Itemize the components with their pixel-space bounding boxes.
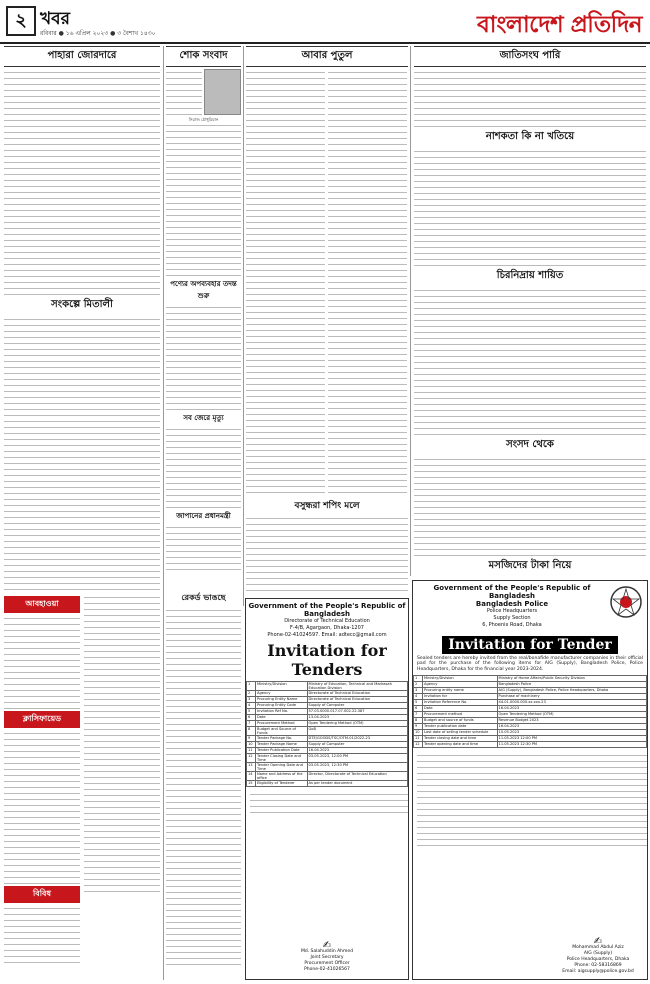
column-divider bbox=[243, 46, 244, 606]
table-row bbox=[247, 763, 408, 772]
table-cell: 3 bbox=[247, 697, 256, 703]
table-cell: Ministry of Home Affairs/Public Security Division bbox=[497, 676, 646, 682]
col2-title: শোক সংবাদ bbox=[166, 46, 241, 67]
classified-list-3 bbox=[4, 905, 80, 963]
column-3 bbox=[246, 46, 408, 496]
table-cell: 14 bbox=[247, 772, 256, 781]
table-cell: 3 bbox=[414, 688, 423, 694]
table-cell: Directorate of Technical Education bbox=[307, 697, 407, 703]
table-cell: 11 bbox=[414, 736, 423, 742]
column-2b bbox=[166, 590, 241, 970]
table-cell: 16.04.2023 bbox=[497, 724, 646, 730]
col2-body-5 bbox=[166, 524, 241, 570]
table-cell: 6 bbox=[414, 706, 423, 712]
table-cell: 8 bbox=[247, 727, 256, 736]
table-cell: 16.04.2023 bbox=[497, 706, 646, 712]
table-cell: Procurement method bbox=[423, 712, 498, 718]
tender1-sign-phone: Phone-02-41026567 bbox=[304, 967, 350, 972]
table-cell: Revenue Budget 2023 bbox=[497, 718, 646, 724]
tender1-notes bbox=[246, 791, 409, 813]
table-cell: Name and Address of the office bbox=[256, 772, 308, 781]
table-cell: Date bbox=[423, 706, 498, 712]
col3-body-b bbox=[328, 69, 407, 496]
tender2-unit3: Supply Section bbox=[493, 615, 531, 621]
table-cell: 4 bbox=[414, 694, 423, 700]
obituary-photo bbox=[204, 69, 242, 115]
table-cell: 7 bbox=[414, 712, 423, 718]
table-cell: 9 bbox=[414, 724, 423, 730]
table-cell: Tender Opening Date and Time bbox=[256, 763, 308, 772]
col2-body-3 bbox=[166, 426, 241, 508]
table-cell: Ministry/Division bbox=[423, 676, 498, 682]
col2-body bbox=[166, 122, 241, 276]
col2-headline-3: সব জেরে মৃত্যু bbox=[183, 413, 224, 423]
table-cell: 5 bbox=[247, 709, 256, 715]
table-cell: AIG (Supply), Bangladesh Police, Police Headquarters, Dhaka bbox=[497, 688, 646, 694]
table-cell: Eligibility of Tenderer bbox=[256, 781, 308, 787]
tender2-sign-phone: Phone: 02-58316869 bbox=[574, 963, 622, 968]
tender1-sign-office: Procurement Officer bbox=[304, 961, 350, 966]
table-cell: Tender publication date bbox=[423, 724, 498, 730]
table-cell: As per tender document bbox=[307, 781, 407, 787]
page-number: ২ bbox=[6, 6, 36, 36]
police-emblem-icon bbox=[608, 584, 644, 620]
tender1-dept: Directorate of Technical Education bbox=[284, 618, 370, 624]
table-cell: 10 bbox=[414, 730, 423, 736]
table-cell: 11 bbox=[247, 748, 256, 754]
table-row bbox=[414, 742, 647, 748]
classified-list-2 bbox=[4, 730, 80, 884]
table-cell: GoB bbox=[307, 727, 407, 736]
tender2-signature-mark: ✍ bbox=[593, 936, 603, 947]
col4-headline-5: মসজিদের টাকা নিয়ে bbox=[488, 560, 572, 571]
tender1-gov: Government of the People's Republic of Bangladesh bbox=[248, 602, 406, 618]
col2-headline-2: পণ্যের অপব্যবহার তদন্ত শুরু bbox=[170, 279, 237, 301]
table-cell: Procuring Entity Code bbox=[256, 703, 308, 709]
table-cell: 9 bbox=[247, 736, 256, 742]
table-cell: Tender Closing Date and Time bbox=[256, 754, 308, 763]
col4-body-3 bbox=[414, 287, 646, 435]
table-cell: 12 bbox=[414, 742, 423, 748]
tender2-address: 6, Phoenix Road, Dhaka bbox=[482, 622, 542, 628]
table-cell: Invitation Ref No. bbox=[256, 709, 308, 715]
col4-body bbox=[414, 69, 646, 127]
section-label: খবর bbox=[40, 9, 70, 29]
col2-body-2 bbox=[166, 304, 241, 410]
tender1-address: F-4/B, Agargaon, Dhaka-1207 bbox=[290, 625, 364, 631]
table-cell: Supply of Computer bbox=[307, 742, 407, 748]
col4-body-4 bbox=[414, 456, 646, 556]
table-cell: 11.05.2023 12:30 PM bbox=[497, 742, 646, 748]
table-cell: Open Tendering Method (OTM) bbox=[497, 712, 646, 718]
table-cell: 03.05.2023, 12:30 PM bbox=[307, 763, 407, 772]
col3-headline-2: বসুন্ধরা শপিং মলে bbox=[294, 501, 360, 511]
tender2-unit1: Bangladesh Police bbox=[475, 600, 549, 608]
table-cell: 16.04.2023 bbox=[307, 748, 407, 754]
table-cell: 8 bbox=[414, 718, 423, 724]
tender1-table bbox=[246, 681, 408, 787]
table-cell: Tender Package Name bbox=[256, 742, 308, 748]
table-row bbox=[247, 682, 408, 691]
column-4 bbox=[414, 46, 646, 576]
page-header bbox=[0, 0, 650, 44]
tender2-table bbox=[413, 675, 647, 748]
table-cell: Budget and Source of Funds bbox=[256, 727, 308, 736]
col4-body-2 bbox=[414, 148, 646, 266]
tender2-title: Invitation for Tender bbox=[442, 636, 617, 654]
obituary-text bbox=[166, 69, 202, 117]
table-cell: 10.05.2023 bbox=[497, 730, 646, 736]
classified-header-2: ক্লাসিফায়েড bbox=[4, 711, 80, 728]
table-cell: Open Tendering Method (OTM) bbox=[307, 721, 407, 727]
tender1-signature-mark: ✍ bbox=[322, 940, 332, 951]
table-cell: 13.04.2023 bbox=[307, 715, 407, 721]
col1-article-body-2 bbox=[4, 316, 160, 590]
col2-headline-4: রেকর্ড ভাঙছে bbox=[181, 592, 226, 602]
table-cell: 03.05.2023, 12:00 PM bbox=[307, 754, 407, 763]
table-cell: 7 bbox=[247, 721, 256, 727]
date-line: রবিবার ● ১৬ এপ্রিল ২০২৩ ● ৩ বৈশাখ ১৪৩০ bbox=[40, 30, 156, 37]
table-cell: Procurement Method bbox=[256, 721, 308, 727]
col2-headline-5: জাপানের প্রধানমন্ত্রী bbox=[176, 511, 231, 521]
tender2-sign-name: Mohammad Abdul Aziz bbox=[572, 945, 624, 950]
table-cell: 1 bbox=[414, 676, 423, 682]
column-divider bbox=[410, 46, 411, 576]
tender1-title: Invitation for Tenders bbox=[267, 641, 387, 679]
table-cell: Agency bbox=[256, 691, 308, 697]
table-cell: Budget and source of funds bbox=[423, 718, 498, 724]
tender2-sign-office: Police Headquarters, Dhaka bbox=[566, 957, 630, 962]
table-cell: 10 bbox=[247, 742, 256, 748]
col4-title: জাতিসংঘ পারি bbox=[414, 46, 646, 67]
table-cell: 11.05.2023 12:00 PM bbox=[497, 736, 646, 742]
table-cell: Tender Package No. bbox=[256, 736, 308, 742]
col3-body-a bbox=[246, 69, 325, 496]
classified-header: আবহাওয়া bbox=[4, 596, 80, 613]
tender1-sign-name: Md. Salahuddin Ahmed bbox=[300, 949, 354, 954]
col2-body-4 bbox=[166, 607, 241, 970]
table-cell: Invitation for bbox=[423, 694, 498, 700]
tender1-phone: Phone-02-41024597. Email: adtecc@gmail.com bbox=[267, 632, 387, 638]
table-cell: 13 bbox=[247, 763, 256, 772]
table-cell: Director, Directorate of Technical Education bbox=[307, 772, 407, 781]
table-row bbox=[247, 781, 408, 787]
tender2-intro: Sealed tenders are hereby invited from the real/bonafide manufacturer companies in their official pad for the purchase of the following items for AIG (Supply), Bangladesh Police, Police Headquarters, Dhaka for the financial year 2023-2024. bbox=[417, 656, 643, 672]
classified-header-3: বিবিধ bbox=[4, 886, 80, 903]
table-cell: Tender closing date and time bbox=[423, 736, 498, 742]
table-cell: Procuring entity name bbox=[423, 688, 498, 694]
tender2-notes bbox=[413, 752, 648, 846]
table-cell: Invitation Reference No. bbox=[423, 700, 498, 706]
column-1 bbox=[4, 46, 160, 976]
tender2-unit2: Police Headquarters bbox=[486, 608, 538, 614]
column-divider bbox=[163, 46, 164, 980]
table-cell: Procuring Entity Name bbox=[256, 697, 308, 703]
col1-article-body-3 bbox=[84, 594, 160, 892]
table-cell: 2 bbox=[247, 691, 256, 697]
table-cell: Last date of selling tender schedule bbox=[423, 730, 498, 736]
masthead-logo: বাংলাদেশ প্রতিদিন bbox=[476, 11, 642, 38]
table-cell: Bangladesh Police bbox=[497, 682, 646, 688]
table-cell: Ministry/Division bbox=[256, 682, 308, 691]
table-cell: 1 bbox=[247, 682, 256, 691]
table-cell: 15 bbox=[247, 781, 256, 787]
table-cell: 44.01.0000.000.xx.xxx.23 bbox=[497, 700, 646, 706]
column-2 bbox=[166, 46, 241, 606]
table-cell: DTE/GOODS/TSC/OTM-01/2022-23 bbox=[307, 736, 407, 742]
tender2-sign-email: Email: aigsupply@police.gov.bd bbox=[562, 969, 634, 974]
table-row bbox=[247, 772, 408, 781]
col4-headline-3: চিরনিদ্রায় শায়িত bbox=[496, 270, 564, 281]
table-cell: Ministry of Education, Technical and Madrasah Education Division bbox=[307, 682, 407, 691]
col1-subheadline: সংকল্পে মিতালী bbox=[51, 299, 113, 310]
classified-list bbox=[4, 615, 80, 709]
col3-body-c bbox=[246, 515, 408, 596]
table-cell: 6 bbox=[247, 715, 256, 721]
col1-article-body bbox=[4, 69, 160, 295]
table-cell: Tender opening date and time bbox=[423, 742, 498, 748]
table-cell: Purchase of machinery bbox=[497, 694, 646, 700]
table-cell: 2 bbox=[414, 682, 423, 688]
col4-headline-4: সংসদ থেকে bbox=[506, 439, 554, 450]
table-cell: Date bbox=[256, 715, 308, 721]
column-3-bottom bbox=[246, 496, 408, 596]
tender2-sign-title: AIG (Supply) bbox=[583, 951, 613, 956]
tender-notice-dte bbox=[245, 598, 409, 980]
table-cell: 5 bbox=[414, 700, 423, 706]
table-cell: Tender Publication Date bbox=[256, 748, 308, 754]
col1-title: পাহারা জোরদারে bbox=[4, 46, 160, 67]
tender2-gov: Government of the People's Republic of Bangladesh bbox=[433, 584, 591, 600]
tender-notice-police bbox=[412, 580, 648, 980]
table-cell: Directorate of Technical Education bbox=[307, 691, 407, 697]
obituary-caption: সিরাজ চৌধুরিয়ান bbox=[188, 117, 219, 122]
col4-headline-2: নাশকতা কি না খতিয়ে bbox=[485, 131, 575, 142]
table-cell: 4 bbox=[247, 703, 256, 709]
table-cell: Agency bbox=[423, 682, 498, 688]
table-row bbox=[247, 754, 408, 763]
table-row bbox=[247, 727, 408, 736]
table-cell: Supply of Computer bbox=[307, 703, 407, 709]
tender1-sign-title: Joint Secretary bbox=[310, 955, 344, 960]
table-cell: 57.03.0000.017.07.002.22.387 bbox=[307, 709, 407, 715]
col3-title: আবার পুতুল bbox=[246, 46, 408, 67]
table-cell: 12 bbox=[247, 754, 256, 763]
